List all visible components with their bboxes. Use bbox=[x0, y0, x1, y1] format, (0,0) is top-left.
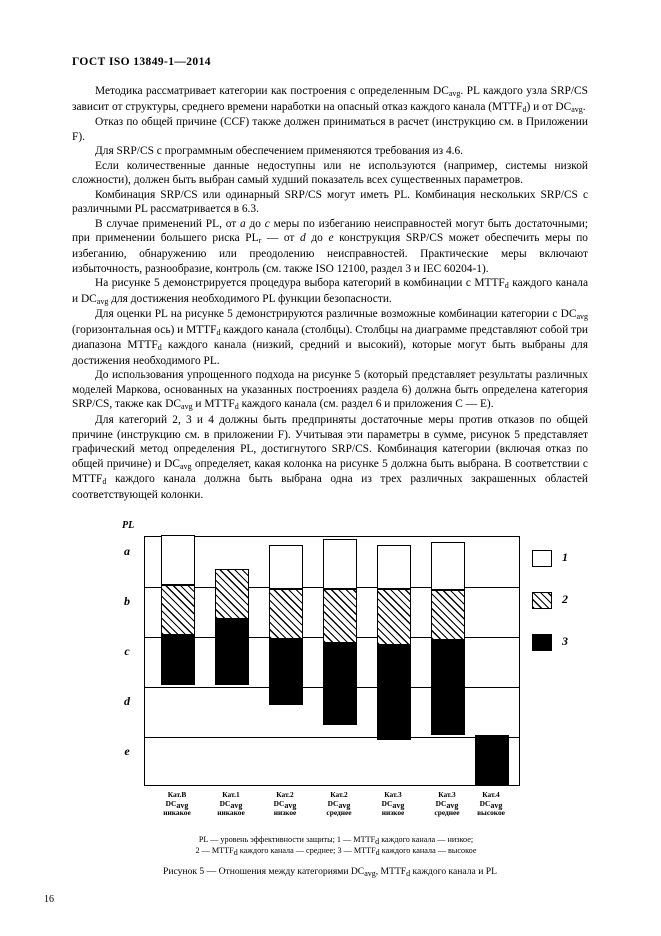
x-label-cat-2-mid: Кат.2 $DC_{avg}$ среднее bbox=[326, 790, 352, 817]
figure-caption: Рисунок 5 — Отношения между категориями $DC_{avg}$, $MTTF_d$ каждого канала и PL bbox=[163, 866, 497, 878]
chart-y-axis-title: PL bbox=[122, 520, 135, 531]
y-label-d: d bbox=[124, 694, 130, 708]
legend-label-2: 2 bbox=[562, 592, 568, 606]
paragraph-9: До использования упрощенного подхода на рисунке 5 (который представляет результаты различных моделей Маркова, основанных на указанных построениях раздела 6) должна быть определена категория SRP/CS, также как $DC_{avg}$ и $MTTF_d$ каждого канала (см. раздел 6 и приложения С — Е). bbox=[72, 369, 588, 412]
bar-segment-1 bbox=[377, 545, 411, 589]
page-number: 16 bbox=[44, 894, 54, 905]
paragraph-2: Отказ по общей причине (CCF) также должен приниматься в расчет (инструкцию см. в Приложении F). bbox=[72, 116, 588, 143]
x-label-cat-3-low: Кат.3 $DC_{avg}$ низкое bbox=[381, 790, 405, 817]
legend-label-3: 3 bbox=[562, 634, 568, 648]
bar-segment-3 bbox=[215, 619, 249, 685]
bar-segment-2 bbox=[161, 585, 195, 635]
figure-5 bbox=[72, 520, 588, 820]
paragraph-6: В случае применений PL, от a до c меры по избеганию неисправностей могут быть достаточными; при применении большего риска $PL_r$ — от d до e конструкция SRP/CS может обеспечить меры по избеганию, обнаружению или преодолению неисправностей. Практические меры включают избыточность, разнообразие, контроль (см. также ISO 12100, раздел 3 и IEC 60204-1). bbox=[72, 217, 589, 275]
bar-cat-1 bbox=[215, 535, 249, 785]
paragraph-4: Если количественные данные недоступны или не используются (например, системы низкой сложности), должен быть выбран самый худший показатель всех существенных параметров. bbox=[72, 159, 588, 187]
x-label-cat-3-mid: Кат.3 $DC_{avg}$ среднее bbox=[434, 790, 460, 817]
chart-x-axis-labels bbox=[144, 790, 520, 830]
bar-cat-3-mid bbox=[431, 535, 465, 785]
bar-segment-1 bbox=[431, 542, 465, 590]
legend-swatch-hatch bbox=[532, 592, 552, 609]
bar-cat-3-low bbox=[377, 535, 411, 785]
bar-segment-3 bbox=[269, 639, 303, 705]
legend-label-1: 1 bbox=[562, 550, 568, 564]
y-label-a: a bbox=[124, 544, 130, 558]
legend-item-2 bbox=[532, 592, 592, 614]
paragraph-5: Комбинация SRP/CS или одинарный SRP/CS могут иметь PL. Комбинация нескольких SRP/CS с различными PL рассматривается в 6.3. bbox=[72, 188, 588, 216]
page-header: ГОСТ ISO 13849-1—2014 bbox=[72, 56, 211, 68]
x-label-cat-4: Кат.4 $DC_{avg}$ высокое bbox=[477, 790, 505, 817]
paragraph-3: Для SRP/CS с программным обеспечением применяются требования из 4.6. bbox=[95, 145, 464, 158]
paragraph-7: На рисунке 5 демонстрируется процедура выбора категорий в комбинации с $MTTF_d$ каждого канала и $DC_{avg}$ для достижения необходимого PL функции безопасности. bbox=[72, 277, 588, 306]
y-label-e: e bbox=[124, 744, 130, 758]
x-label-cat-2-low: Кат.2 $DC_{avg}$ низкое bbox=[273, 790, 297, 817]
bar-segment-3 bbox=[431, 640, 465, 735]
legend-swatch-white bbox=[532, 550, 552, 567]
bar-cat-2-low bbox=[269, 535, 303, 785]
legend-item-1 bbox=[532, 550, 592, 572]
chart-legend bbox=[532, 550, 592, 676]
bar-segment-2 bbox=[377, 589, 411, 645]
y-label-b: b bbox=[124, 594, 130, 608]
paragraph-1: Методика рассматривает категории как построения с определенным $DC_{avg}$. PL каждого узла SRP/CS зависит от структуры, среднего времени наработки на опасный отказ каждого канала $(MTTF_d)$ и от $DC_{avg}$. bbox=[72, 85, 588, 114]
x-label-cat-b: Кат.B $DC_{avg}$ никакое bbox=[163, 790, 191, 817]
legend-swatch-black bbox=[532, 634, 552, 651]
paragraph-10: Для категорий 2, 3 и 4 должны быть предприняты достаточные меры против отказов по общей причине (инструкцию см. в приложении F). Учитывая эти параметры в сумме, рисунок 5 представляет графический метод определения PL, достигнутого SRP/CS. Комбинация категории (включая отказ по общей причине) и $DC_{avg}$ определяет, какая колонка на рисунке 5 должна быть выбрана. В соответствии с $MTTF_d$ каждого канала должна быть выбрана одна из трех различных закрашенных областей соответствующей колонки. bbox=[72, 414, 588, 501]
bar-segment-1 bbox=[323, 539, 357, 589]
bar-segment-3 bbox=[377, 645, 411, 740]
figure-key: PL — уровень эффективности защиты; 1 — $MTTF_d$ каждого канала — низкое; 2 — $MTTF_d$ каждого канала — среднее; 3 — $MTTF_d$ каждого канала — высокое bbox=[195, 835, 477, 857]
bar-segment-1 bbox=[269, 545, 303, 589]
bar-segment-3 bbox=[323, 643, 357, 725]
bar-cat-4 bbox=[475, 535, 509, 785]
legend-item-3 bbox=[532, 634, 592, 656]
bar-segment-3 bbox=[161, 635, 195, 685]
chart-plot-area bbox=[144, 536, 520, 786]
bar-segment-2 bbox=[269, 589, 303, 639]
bar-cat-2-mid bbox=[323, 535, 357, 785]
bar-segment-2 bbox=[431, 590, 465, 640]
body-text bbox=[72, 84, 588, 502]
paragraph-8: Для оценки PL на рисунке 5 демонстрируются различные возможные комбинации категории с $DC_{avg}$ (горизонтальная ось) и $MTTF_d$ каждого канала (столбцы). Столбцы на диаграмме представляют собой три диапазона $MTTF_d$ каждого канала (низкий, средний и высокий), которые могут быть выбраны для достижения необходимого PL. bbox=[72, 308, 588, 367]
bar-segment-3 bbox=[475, 735, 509, 785]
bar-cat-b bbox=[161, 535, 195, 785]
bar-segment-2 bbox=[323, 589, 357, 643]
y-label-c: c bbox=[124, 644, 130, 658]
bar-segment-2 bbox=[215, 569, 249, 619]
x-label-cat-1: Кат.1 $DC_{avg}$ никакое bbox=[217, 790, 245, 817]
bar-segment-1 bbox=[161, 535, 195, 585]
